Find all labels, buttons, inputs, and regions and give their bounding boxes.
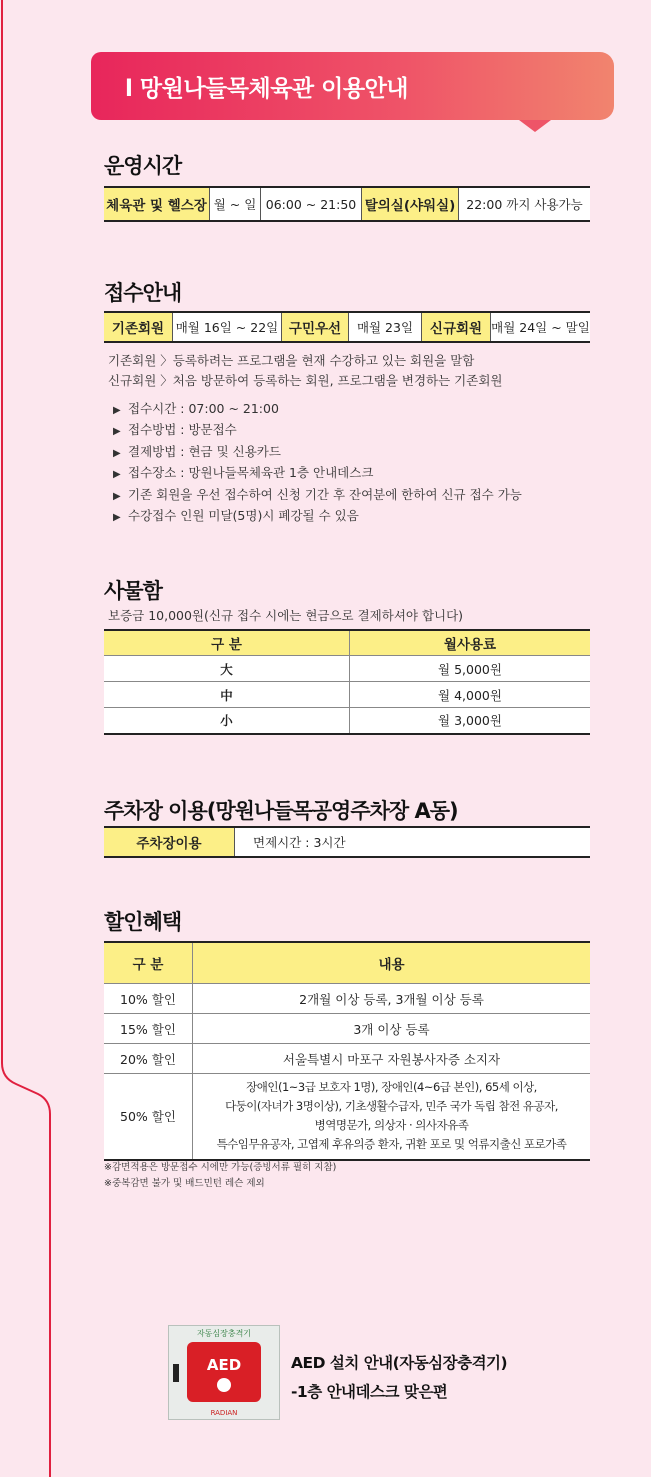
hours-heading: 운영시간	[104, 154, 182, 178]
footnote: ※중복감면 불가 및 배드민턴 레슨 제외	[104, 1178, 265, 1189]
discount-table	[104, 941, 590, 1161]
shower-label: 탈의실(샤워실)	[361, 188, 458, 220]
table-row: 20% 할인 서울특별시 마포구 자원봉사자증 소지자	[104, 1044, 590, 1074]
table-row: 15% 할인 3개 이상 등록	[104, 1014, 590, 1044]
table-row: 50% 할인 장애인(1~3급 보호자 1명), 장애인(4~6급 본인), 65세 이상, 다둥이(자녀가 3명이상), 기초생활수급자, 민주 국가 독립 참전 유공자, 병역명문가, 의상자 · 의사자유족 특수임무유공자, 고엽제 후유의증 환자, 귀환 포로 및 억류지출신 포로가족	[104, 1074, 590, 1160]
locker-col-type: 구 분	[104, 630, 350, 656]
discount-col-type: 구 분	[104, 942, 193, 984]
new-period: 매월 24일 ~ 말일	[490, 313, 590, 341]
resident-label: 구민우선	[281, 313, 348, 341]
parking-value: 면제시간 : 3시간	[234, 828, 590, 856]
table-row: 小 월 3,000원	[104, 708, 590, 734]
facility-time: 06:00 ~ 21:50	[260, 188, 361, 220]
warning-icon	[173, 1364, 179, 1382]
heart-icon	[217, 1378, 231, 1392]
shower-time: 22:00 까지 사용가능	[458, 188, 590, 220]
facility-days: 월 ~ 일	[209, 188, 260, 220]
bullet-item: ▶ 결제방법 : 현금 및 신용카드	[113, 442, 522, 463]
aed-device-image	[168, 1325, 280, 1420]
bullet-item: ▶ 기존 회원을 우선 접수하여 신청 기간 후 잔여분에 한하여 신규 접수 가능	[113, 485, 522, 506]
hours-bar	[104, 186, 590, 222]
existing-period: 매월 16일 ~ 22일	[172, 313, 281, 341]
aed-info-line1: AED 설치 안내(자동심장충격기)	[291, 1354, 508, 1372]
note-item: 기존회원 〉등록하려는 프로그램을 현재 수강하고 있는 회원을 말함	[108, 353, 475, 368]
bullet-item: ▶ 접수장소 : 망원나들목체육관 1층 안내데스크	[113, 463, 522, 484]
facility-label: 체육관 및 헬스장	[104, 188, 209, 220]
resident-period: 매월 23일	[348, 313, 421, 341]
triangle-icon: ▶	[113, 405, 121, 416]
locker-table	[104, 629, 590, 735]
discount-footnotes	[104, 1160, 336, 1192]
aed-device-top-label: 자동심장충격기	[196, 1329, 252, 1338]
discount-heading: 할인혜택	[104, 910, 182, 934]
registration-bar	[104, 311, 590, 343]
footnote: ※감면적용은 방문접수 시에만 가능(증빙서류 필히 지참)	[104, 1162, 337, 1173]
parking-bar	[104, 826, 590, 858]
aed-device-label: AED	[206, 1356, 242, 1374]
triangle-icon: ▶	[113, 447, 121, 459]
locker-heading: 사물함	[104, 579, 162, 603]
discount-col-content: 내용	[193, 942, 591, 984]
title-banner	[91, 52, 614, 120]
triangle-icon: ▶	[113, 490, 121, 502]
bullet-item: ▶ 수강접수 인원 미달(5명)시 폐강될 수 있음	[113, 506, 522, 527]
new-label: 신규회원	[421, 313, 490, 341]
bullet-item: ▶ 접수방법 : 방문접수	[113, 420, 522, 441]
aed-info-line2: -1층 안내데스크 맞은편	[291, 1383, 448, 1401]
existing-label: 기존회원	[104, 313, 172, 341]
parking-heading: 주차장 이용(망원나들목공영주차장 A동)	[104, 799, 458, 823]
table-row: 中 월 4,000원	[104, 682, 590, 708]
table-row: 大 월 5,000원	[104, 656, 590, 682]
note-item: 신규회원 〉처음 방문하여 등록하는 회원, 프로그램을 변경하는 기존회원	[108, 372, 503, 388]
registration-heading: 접수안내	[104, 281, 182, 305]
registration-notes	[108, 351, 502, 390]
triangle-icon: ▶	[113, 426, 121, 438]
locker-col-fee: 월사용료	[350, 630, 591, 656]
bullet-item: ▶ 접수시간 : 07:00 ~ 21:00	[113, 399, 522, 420]
aed-device-body	[187, 1342, 261, 1402]
table-row: 10% 할인 2개월 이상 등록, 3개월 이상 등록	[104, 984, 590, 1014]
aed-brand: RADIAN	[210, 1409, 238, 1417]
parking-label: 주차장이용	[104, 828, 234, 856]
locker-deposit-note: 보증금 10,000원(신규 접수 시에는 현금으로 결제하셔야 합니다)	[108, 608, 464, 623]
triangle-icon: ▶	[113, 512, 121, 524]
page-title: l 망원나들목체육관 이용안내	[125, 76, 409, 102]
registration-bullets	[113, 399, 522, 527]
triangle-icon: ▶	[113, 469, 121, 481]
